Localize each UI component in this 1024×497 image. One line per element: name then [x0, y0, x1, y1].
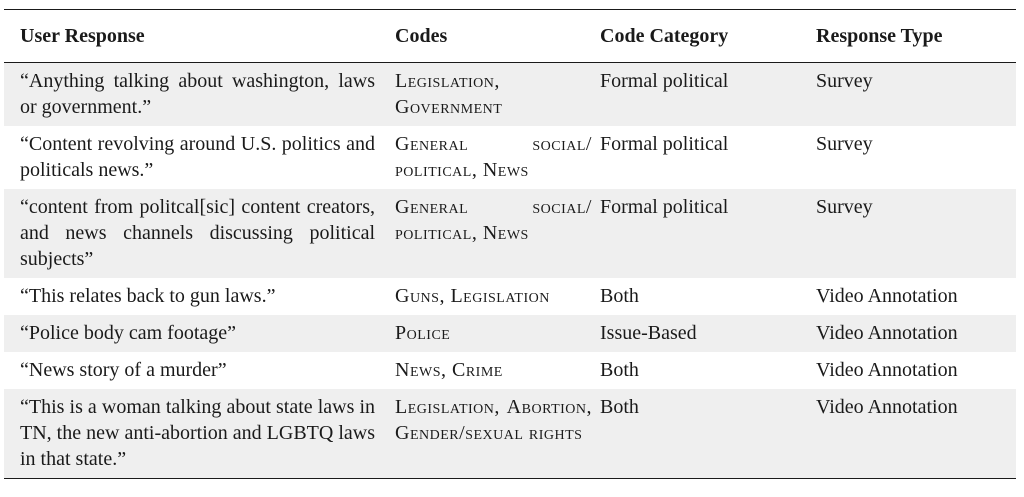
header-row: [4, 10, 1016, 62]
header-response-type: Response Type: [816, 25, 943, 47]
code-category-cell: Both: [600, 285, 639, 307]
code-category-cell: Formal political: [600, 133, 729, 155]
response-type-cell: Video Annotation: [816, 389, 1016, 478]
table-row: [4, 278, 1016, 315]
response-type-cell: Survey: [816, 133, 873, 155]
user-response-cell: “Content revolving around U.S. politics and politicals news.”: [20, 133, 375, 181]
table-row: [4, 352, 1016, 389]
table-row: [4, 189, 1016, 278]
table-body: [4, 63, 1016, 478]
coding-examples-table: [4, 9, 1016, 479]
user-response-cell: “content from politcal[sic] content creators, and news channels discussing political subjects”: [4, 189, 385, 278]
code-category-cell: Both: [600, 389, 816, 478]
response-type-cell: Video Annotation: [816, 315, 1016, 352]
user-response-cell: “News story of a murder”: [20, 359, 227, 381]
user-response-cell: “Anything talking about washington, laws or government.”: [4, 63, 385, 126]
code-category-cell: Formal political: [600, 63, 816, 126]
codes-cell: Guns, Legislation: [395, 285, 550, 307]
codes-cell: News, Crime: [395, 359, 503, 381]
header-user-response: User Response: [20, 25, 145, 47]
response-type-cell: Video Annotation: [816, 359, 958, 381]
code-category-cell: Issue-Based: [600, 315, 816, 352]
user-response-cell: “Police body cam footage”: [4, 315, 385, 352]
code-category-cell: Formal political: [600, 189, 816, 278]
user-response-cell: “This is a woman talking about state laws in TN, the new anti-abortion and LGBTQ laws in that state.”: [4, 389, 385, 478]
response-type-cell: Survey: [816, 63, 1016, 126]
response-type-cell: Video Annotation: [816, 285, 958, 307]
user-response-cell: “This relates back to gun laws.”: [20, 285, 276, 307]
table-row: [4, 126, 1016, 189]
codes-cell: Legislation, Government: [385, 63, 600, 126]
table-row: [4, 389, 1016, 478]
codes-cell: Police: [385, 315, 600, 352]
response-type-cell: Survey: [816, 189, 1016, 278]
table: [4, 10, 1016, 62]
table-row: [4, 63, 1016, 126]
header-codes: Codes: [395, 25, 448, 47]
table-row: [4, 315, 1016, 352]
codes-cell: General social/ political, News: [395, 133, 592, 181]
header-code-category: Code Category: [600, 25, 729, 47]
code-category-cell: Both: [600, 359, 639, 381]
codes-cell: General social/ political, News: [385, 189, 600, 278]
bottom-rule: [4, 478, 1016, 479]
codes-cell: Legislation, Abortion, Gender/sexual rights: [385, 389, 600, 478]
